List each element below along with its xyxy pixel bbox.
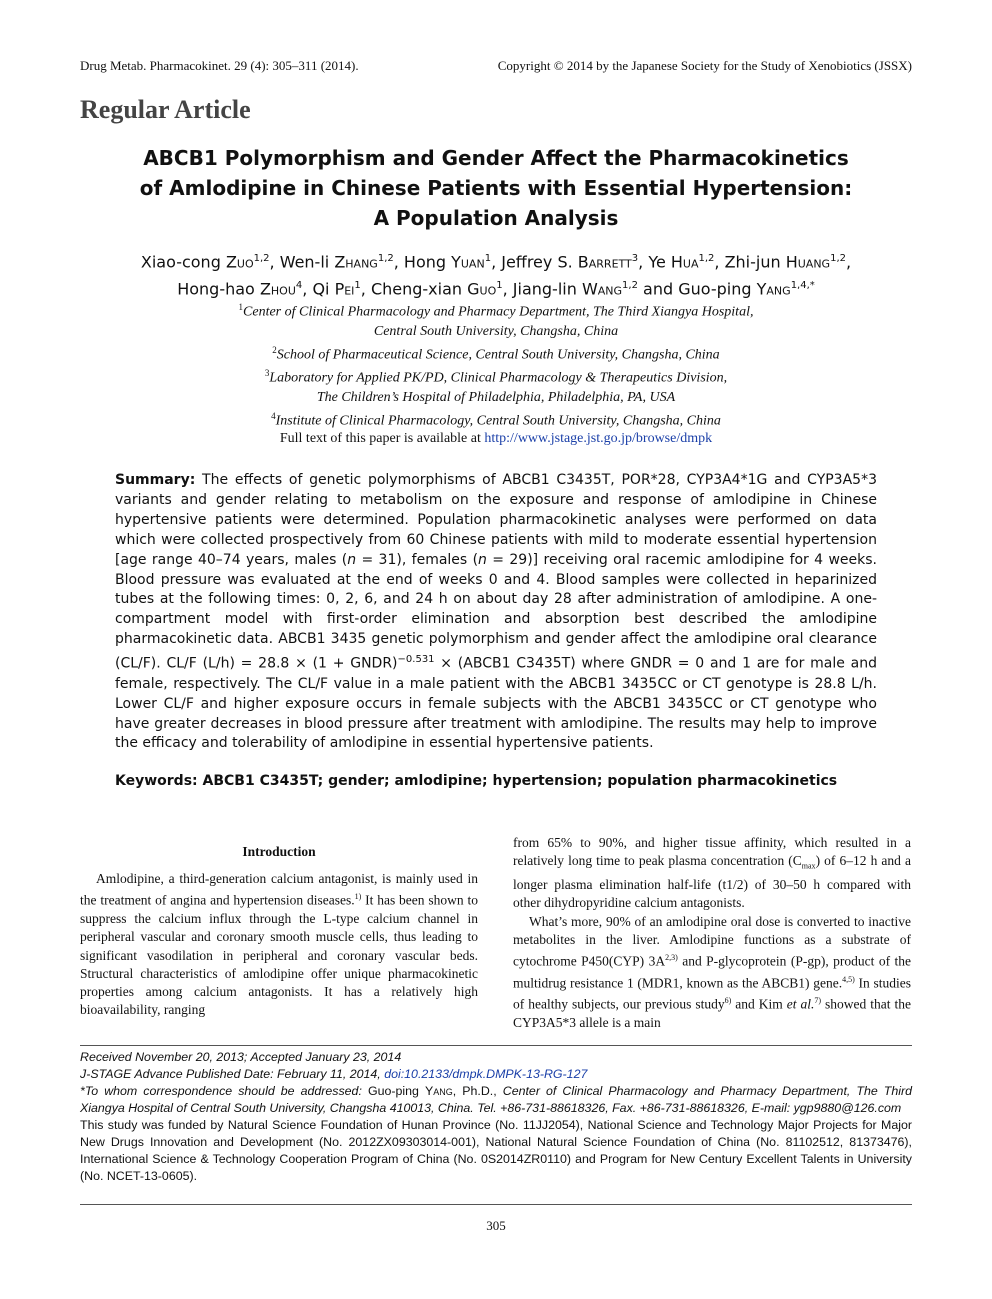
- summary-text: = 29)] receiving oral racemic amlodipine for 4 weeks. Blood pressure was evaluated at the end of weeks 0 and 4. Blood samples were collected in heparinized tubes at the following times: 0, 2, 6, and 24 h on about day 28 after administration of amlodipine. A one-compartment model with first-order elimination and absorption best described the amlodipine pharmacokinetic data. ABCB1 3435 genetic polymorphism and gender affect the amlodipine oral clearance (CL/F). CL/F (L/h) = 28.8 × (1 + GNDR): [115, 551, 877, 672]
- summary: [115, 471, 877, 754]
- author-family-name: Yang: [756, 279, 791, 299]
- author-given-name: Wen-li: [279, 252, 335, 272]
- fulltext-prefix: Full text of this paper is available at: [279, 431, 485, 446]
- corr-name: Guo-ping: [361, 1084, 425, 1098]
- author-affiliation-ref: 1,2: [377, 253, 394, 264]
- affiliation-line: Central South University, Changsha, China: [373, 323, 619, 339]
- author-list: [80, 247, 912, 302]
- summary-n: n: [347, 551, 357, 568]
- author-affiliation-ref: 1,2: [253, 253, 270, 264]
- citation-ref: 1): [354, 892, 362, 902]
- summary-n: n: [478, 551, 487, 568]
- author-given-name: Guo-ping: [678, 279, 757, 299]
- keywords: Keywords: ABCB1 C3435T; gender; amlodipine; hypertension; population pharmacokinetics: [115, 773, 838, 789]
- title-line: ABCB1 Polymorphism and Gender Affect the Pharmacokinetics: [143, 146, 849, 170]
- author-given-name: Hong-hao: [177, 279, 260, 299]
- author-family-name: Pei: [334, 279, 355, 299]
- affiliation-line: [80, 341, 912, 365]
- citation-ref: 2,3): [665, 952, 678, 962]
- affiliation-line: The Children’s Hospital of Philadelphia, Philadelphia, PA, USA: [316, 389, 676, 405]
- author-family-name: Zhou: [259, 279, 296, 299]
- summary-exponent: −0.531: [397, 654, 435, 666]
- author-separator: ,: [638, 252, 649, 272]
- text-run: In studies of healthy subjects, our previous study: [513, 975, 911, 1012]
- author-family-name: Zuo: [225, 252, 254, 272]
- author-family-name: Hua: [670, 252, 699, 272]
- citation-ref: 7): [814, 996, 822, 1006]
- journal-citation: Drug Metab. Pharmacokinet. 29 (4): 305–311 (2014).: [80, 58, 359, 73]
- summary-text: = 31), females (: [356, 551, 479, 568]
- paragraph: [513, 834, 911, 913]
- affiliations: [80, 298, 912, 431]
- affiliation-number: 2: [272, 344, 277, 355]
- affiliation-line: [80, 407, 912, 431]
- summary-text: The effects of genetic polymorphisms of ABCB1 C3435T, POR*28, CYP3A4*1G and CYP3A5*3 variants and gender relating to metabolism on the exposure and response of amlodipine in Chinese hypertensive patients were determined. Population pharmacokinetic analyses were performed on data which were collected prospectively from 60 Chinese patients with mild to moderate essential hypertension [age range 40–74 years, males (: [115, 472, 877, 568]
- author-affiliation-ref: 1: [354, 280, 361, 292]
- footnote-divider: [80, 1045, 912, 1046]
- column-left: [80, 832, 478, 1019]
- section-label: Regular Article: [80, 95, 251, 124]
- text-run: It has been shown to suppress the calcium influx through the L-type calcium channel in peripheral vascular and coronary smooth muscle cells, thus leading to significant vasodilation in peripheral and coronary vascular beds. Structural characteristics of amlodipine offer unique pharmacokinetic properties among calcium antagonists. It has a relatively high bioavailability, ranging: [80, 892, 478, 1018]
- title-line: A Population Analysis: [373, 206, 619, 230]
- funding-statement: This study was funded by Natural Science Foundation of Hunan Province (No. 11JJ2054), National Science and Technology Major Projects for Major New Drugs Innovation and Development (No. 2012ZX09303014-001), National Natural Science Foundation of China (No. 81102512, 81373476), International Science & Technology Cooperation Program of China (No. 0S2014ZR0110) and Program for New Century Excellent Talents in University (No. NCET-13-0605).: [80, 1118, 912, 1183]
- author-family-name: Guo: [467, 279, 497, 299]
- affiliation-text: Institute of Clinical Pharmacology, Central South University, Changsha, China: [275, 413, 721, 429]
- copyright-notice: Copyright © 2014 by the Japanese Society for the Study of Xenobiotics (JSSX): [497, 58, 912, 73]
- author-given-name: Jiang-lin: [512, 279, 582, 299]
- page-number: 305: [486, 1218, 506, 1233]
- affiliation-line: [80, 364, 912, 388]
- page-bottom-divider: [80, 1204, 912, 1205]
- author-family-name: Wang: [581, 279, 623, 299]
- citation-ref: 4,5): [842, 974, 855, 984]
- author-affiliation-ref: 1,2: [698, 253, 715, 264]
- author-given-name: Ye: [648, 252, 671, 272]
- text-run: and Kim: [731, 996, 787, 1012]
- corr-name-family: Yang: [424, 1084, 453, 1098]
- fulltext-notice: [80, 431, 912, 447]
- footnotes: [80, 1049, 912, 1185]
- summary-text: × (ABCB1 C3435T) where GNDR = 0 and 1 are for male and female, respectively. The CL/F value in a male patient with the ABCB1 3435CC or CT genotype is 28.8 L/h. Lower CL/F and higher exposure occurs in female subjects with the ABCB1 3435CC or CT genotype who have greater decreases in blood pressure after treatment with amlodipine. The results may help to improve the efficacy and tolerability of amlodipine in essential hypertensive patients.: [115, 655, 877, 752]
- author-separator: ,: [269, 252, 280, 272]
- author-family-name: Yuan: [451, 252, 485, 272]
- corr-name: , Ph.D.,: [452, 1084, 503, 1098]
- jstage-prefix: J-STAGE Advance Published Date: February 11, 2014,: [80, 1067, 385, 1081]
- author-affiliation-ref: 3: [631, 253, 639, 264]
- affiliation-text: School of Pharmaceutical Science, Central South University, Changsha, China: [276, 347, 720, 363]
- author-affiliation-ref: 1,2: [830, 253, 846, 264]
- citation-ref: 6): [724, 996, 732, 1006]
- subscript: max: [801, 861, 816, 871]
- paragraph: [80, 870, 478, 1019]
- text-run: Amlodipine, a third-generation calcium antagonist, is mainly used in the treatment of angina and hypertension diseases.: [80, 871, 478, 908]
- text-run: from 65% to 90%, and higher tissue affinity, which resulted in a relatively long time to peak plasma concentration (C: [513, 835, 911, 869]
- affiliation-text: Center of Clinical Pharmacology and Pharmacy Department, The Third Xiangya Hospital,: [243, 304, 754, 320]
- author-affiliation-ref: 1,4,*: [790, 280, 815, 292]
- affiliation-number: 3: [264, 368, 270, 379]
- author-separator: ,: [502, 279, 513, 299]
- received-dates: Received November 20, 2013; Accepted January 23, 2014: [80, 1050, 402, 1064]
- affiliation-number: 1: [238, 302, 244, 312]
- author-family-name: Barrett: [577, 252, 632, 272]
- text-run: What’s more, 90% of an amlodipine oral dose is converted to inactive metabolites in the liver. Amlodipine functions as a substrate of cytochrome P450(CYP) 3A: [513, 913, 911, 969]
- section-heading: Introduction: [242, 844, 316, 859]
- author-given-name: Jeffrey S.: [501, 252, 578, 272]
- author-separator: ,: [302, 279, 313, 299]
- author-given-name: Hong: [403, 252, 452, 272]
- author-given-name: Zhi-jun: [724, 252, 786, 272]
- author-given-name: Xiao-cong: [140, 252, 226, 272]
- corr-address: Center of Clinical Pharmacology and Pharmacy Department, The Third Xiangya Hospital of Central South University, Changsha 410013, China. Tel. +86-731-88618326, Fax. +86-731-88618326, E-mail: ygp9880@126.com: [80, 1084, 913, 1115]
- author-family-name: Huang: [785, 252, 831, 272]
- author-given-name: Cheng-xian: [370, 279, 468, 299]
- author-affiliation-ref: 1,2: [622, 280, 638, 292]
- article-title: [80, 143, 912, 233]
- et-al: et al.: [786, 996, 815, 1012]
- correspondence: [80, 1083, 912, 1117]
- author-separator: ,: [491, 252, 502, 272]
- author-affiliation-ref: 1: [484, 253, 492, 264]
- author-affiliation-ref: 4: [295, 280, 303, 292]
- affiliation-number: 4: [271, 410, 276, 421]
- author-given-name: Qi: [312, 279, 335, 299]
- corr-prefix: *To whom correspondence should be addressed:: [80, 1084, 362, 1098]
- fulltext-link[interactable]: http://www.jstage.jst.go.jp/browse/dmpk: [484, 431, 713, 446]
- author-separator: ,: [714, 252, 725, 272]
- author-affiliation-ref: 1: [496, 280, 503, 292]
- affiliation-line: [80, 298, 912, 322]
- paragraph: [513, 913, 911, 1033]
- author-separator: and: [637, 279, 679, 299]
- affiliation-text: Laboratory for Applied PK/PD, Clinical Pharmacology & Therapeutics Division,: [269, 370, 728, 386]
- column-right: [513, 834, 911, 1032]
- summary-label: Summary:: [115, 472, 196, 488]
- doi-link[interactable]: doi:10.2133/dmpk.DMPK-13-RG-127: [384, 1067, 588, 1081]
- author-family-name: Zhang: [334, 252, 378, 272]
- text-run: ) of 6–12 h and a longer plasma elimination half-life (t1/2) of 30–50 h compared with other dihydropyridine calcium antagonists.: [513, 853, 911, 911]
- jstage-date: [80, 1066, 912, 1083]
- author-separator: ,: [393, 252, 404, 272]
- text-run: showed that the CYP3A5*3 allele is a main: [513, 996, 912, 1031]
- text-run: and P-glycoprotein (P-gp), product of the multidrug resistance 1 (MDR1, known as the ABCB1) gene.: [513, 953, 912, 991]
- title-line: of Amlodipine in Chinese Patients with Essential Hypertension:: [139, 176, 853, 200]
- author-separator: ,: [360, 279, 371, 299]
- author-separator: ,: [846, 252, 852, 272]
